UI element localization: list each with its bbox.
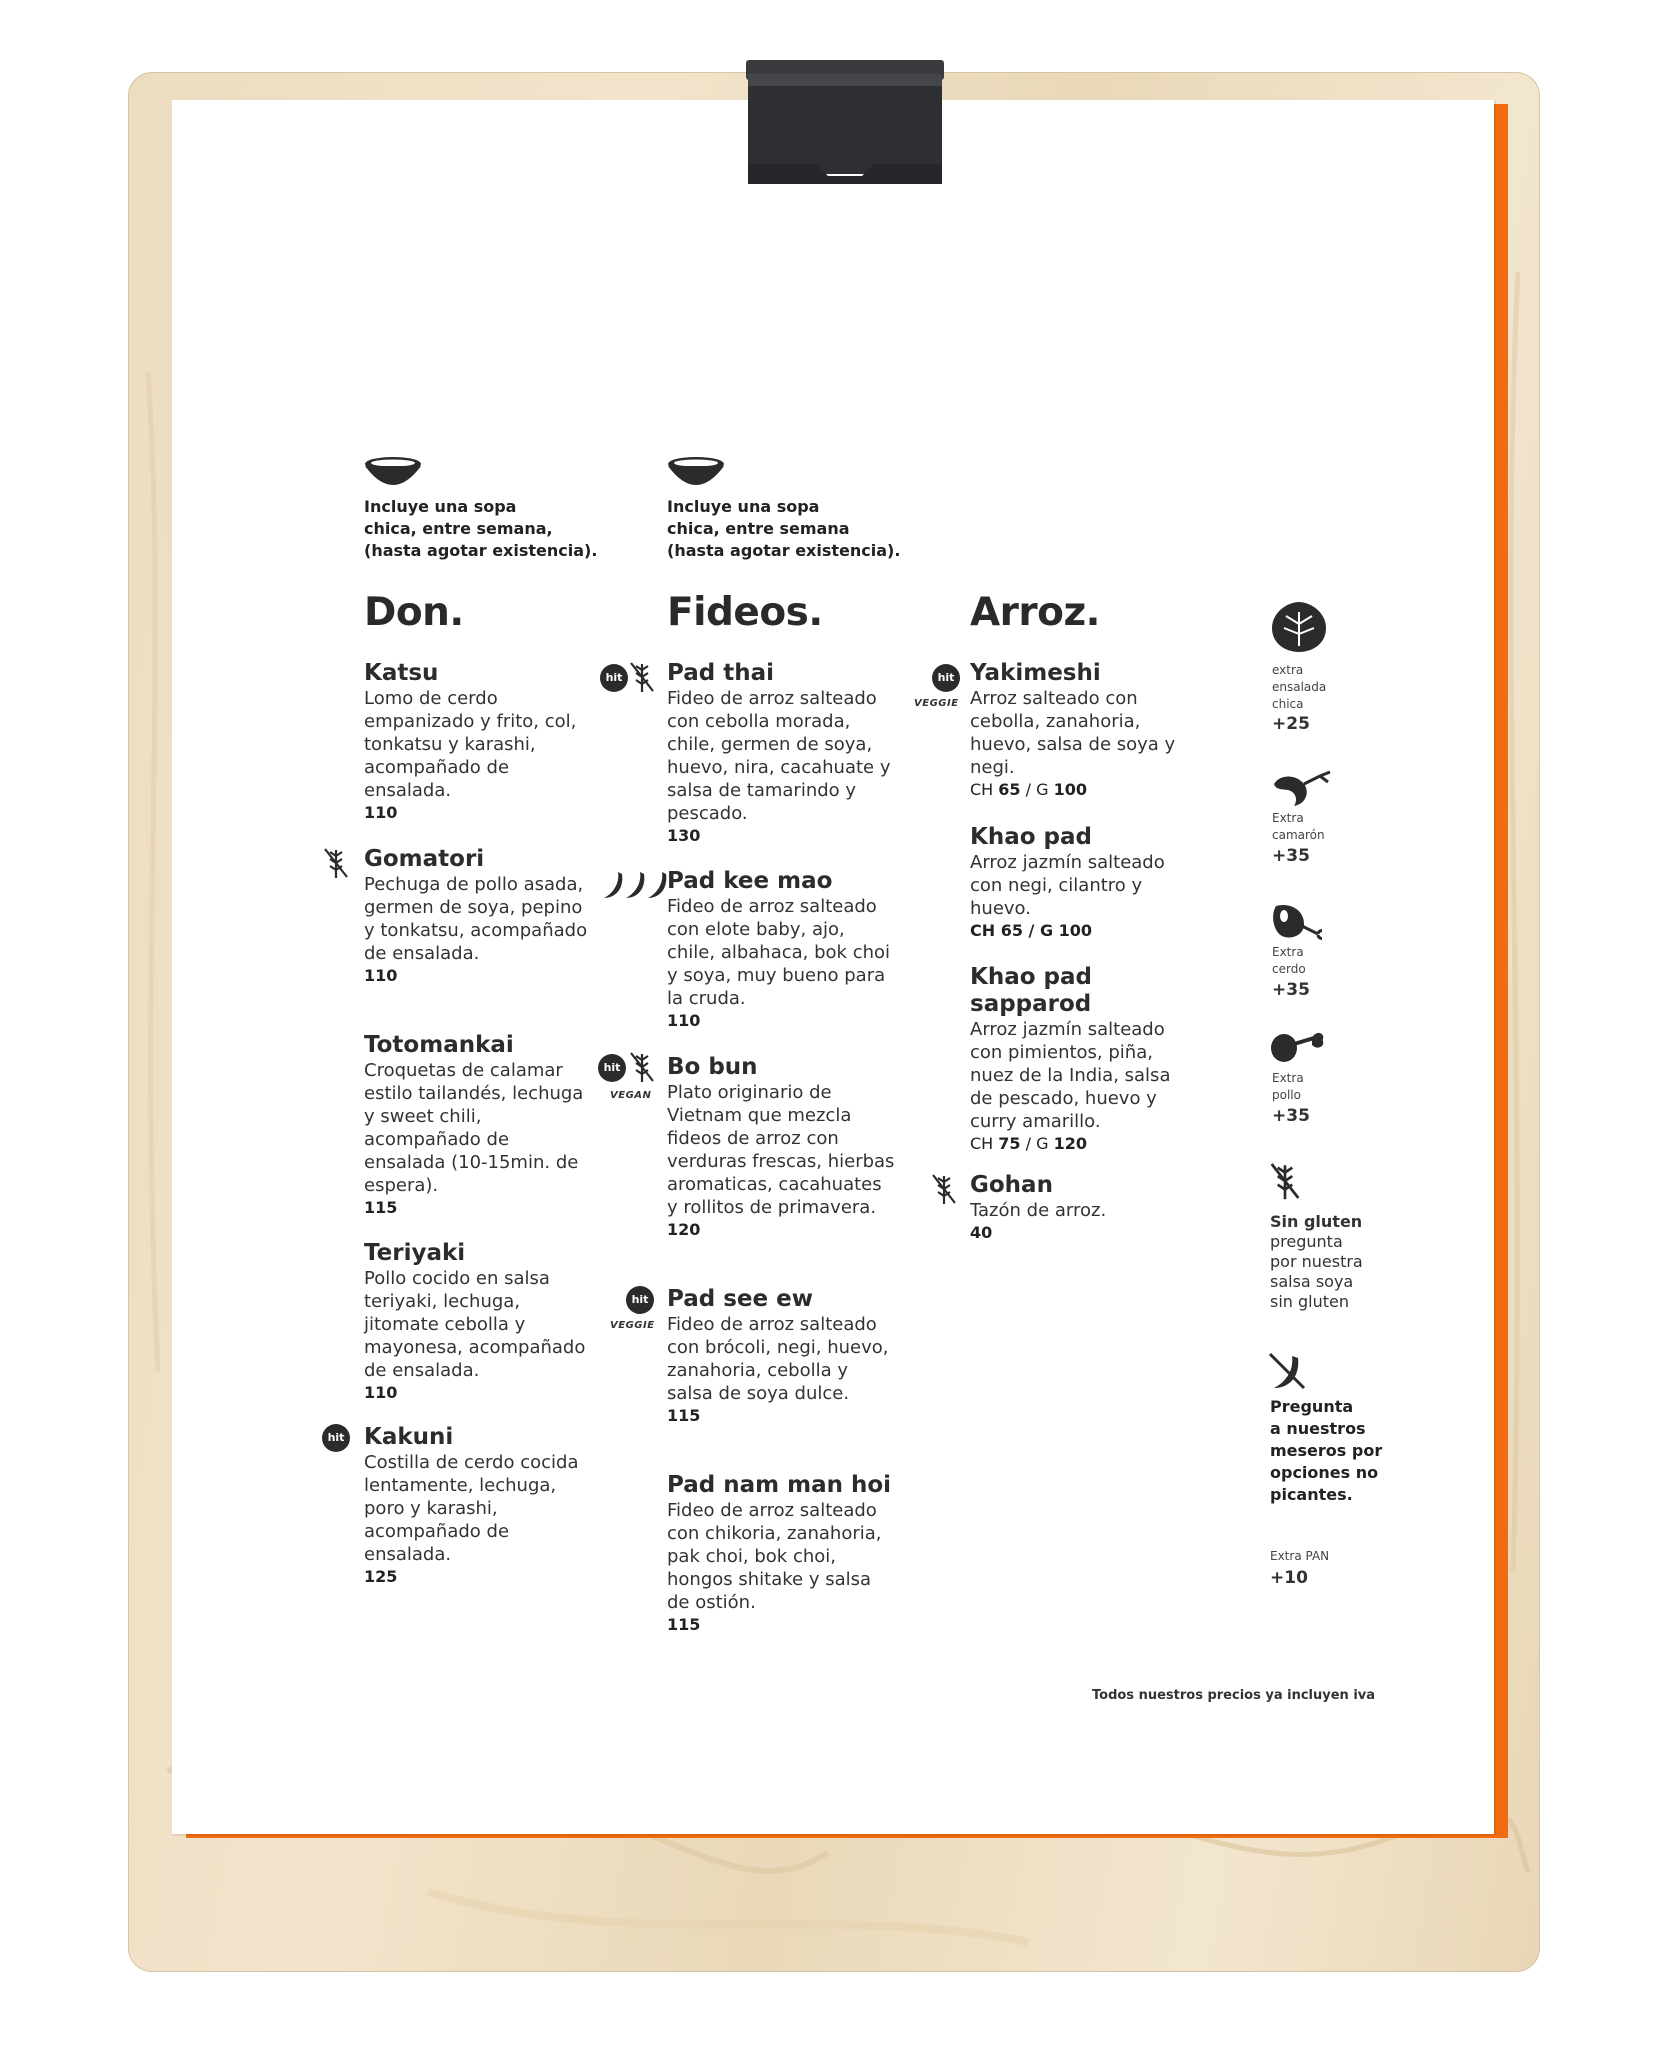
extra-cerdo-price: +35 xyxy=(1272,980,1310,1000)
menu-item-teriyaki: Teriyaki Pollo cocido en salsa teriyaki, lechuga, jitomate cebolla y mayonesa, acompañado de ensalada. 110 xyxy=(364,1240,586,1402)
vegan-tag: VEGAN xyxy=(610,1090,652,1101)
section-title-fideos: Fideos. xyxy=(667,590,823,635)
soup-note-don: Incluye una sopa chica, entre semana, (hasta agotar existencia). xyxy=(364,497,598,560)
menu-item-gomatori: Gomatori Pechuga de pollo asada, germen de soya, pepino y tonkatsu, acompañado de ensalada. 110 xyxy=(364,846,588,985)
binder-clip xyxy=(746,60,944,184)
ham-icon xyxy=(1270,902,1322,942)
gluten-free-icon xyxy=(628,660,656,694)
lettuce-icon xyxy=(1270,600,1328,654)
hit-badge: hit xyxy=(626,1286,654,1314)
menu-item-yakimeshi: Yakimeshi Arroz salteado con cebolla, zanahoria, huevo, salsa de soya y negi. CH 65 / G 100 xyxy=(970,660,1176,799)
hit-badge: hit xyxy=(598,1054,626,1082)
extra-pan-price: +10 xyxy=(1270,1568,1308,1588)
menu-item-pad-kee-mao: Pad kee mao Fideo de arroz salteado con elote baby, ajo, chile, albahaca, bok choi y soya, muy bueno para la cruda. 110 xyxy=(667,868,891,1030)
gluten-free-icon xyxy=(628,1050,656,1084)
chili-peppers-icon xyxy=(600,868,670,900)
tax-footer-note: Todos nuestros precios ya incluyen iva xyxy=(1092,1688,1376,1703)
veggie-tag: VEGGIE xyxy=(914,698,959,709)
gluten-free-icon xyxy=(1268,1160,1302,1202)
menu-item-khao-pad: Khao pad Arroz jazmín salteado con negi, cilantro y huevo. CH 65 / G 100 xyxy=(970,824,1165,940)
section-title-don: Don. xyxy=(364,590,464,635)
hit-badge: hit xyxy=(932,664,960,692)
gluten-free-note: Sin gluten pregunta por nuestra salsa soya sin gluten xyxy=(1270,1212,1363,1311)
extra-camaron-label: Extra camarón xyxy=(1272,811,1325,842)
menu-item-bo-bun: Bo bun Plato originario de Vietnam que mezcla fideos de arroz con verduras frescas, hierbas aromaticas, cacahuates y rollitos de primavera. 120 xyxy=(667,1054,895,1239)
extra-camaron-price: +35 xyxy=(1272,846,1310,866)
spicy-note: Pregunta a nuestros meseros por opciones no picantes. xyxy=(1270,1397,1383,1504)
menu-item-katsu: Katsu Lomo de cerdo empanizado y frito, col, tonkatsu y karashi, acompañado de ensalada. 110 xyxy=(364,660,577,822)
extra-ensalada-label: extra ensalada chica xyxy=(1272,663,1327,711)
extra-ensalada-price: +25 xyxy=(1272,714,1310,734)
hit-badge: hit xyxy=(322,1424,350,1452)
section-title-arroz: Arroz. xyxy=(970,590,1100,635)
menu-item-khao-pad-sapparod: Khao pad sapparod Arroz jazmín salteado con pimientos, piña, nuez de la India, salsa de pescado, huevo y curry amarillo. CH 75 / G 120 xyxy=(970,964,1171,1153)
extra-pollo-price: +35 xyxy=(1272,1106,1310,1126)
gluten-free-icon xyxy=(930,1172,958,1206)
gluten-free-icon xyxy=(322,846,350,880)
veggie-tag: VEGGIE xyxy=(610,1320,655,1331)
soup-note-fideos: Incluye una sopa chica, entre semana (hasta agotar existencia). xyxy=(667,497,901,560)
chicken-leg-icon xyxy=(1270,1030,1324,1068)
hit-badge: hit xyxy=(600,664,628,692)
extra-cerdo-label: Extra cerdo xyxy=(1272,945,1306,976)
no-spicy-icon xyxy=(1266,1350,1308,1392)
menu-item-kakuni: Kakuni Costilla de cerdo cocida lentamente, lechuga, poro y karashi, acompañado de ensalada. 125 xyxy=(364,1424,579,1586)
menu-item-pad-nam-man-hoi: Pad nam man hoi Fideo de arroz salteado con chikoria, zanahoria, pak choi, bok choi, hongos shitake y salsa de ostión. 115 xyxy=(667,1472,892,1634)
menu-item-gohan: Gohan Tazón de arroz. 40 xyxy=(970,1172,1107,1242)
shrimp-icon xyxy=(1270,770,1332,810)
menu-item-totomankai: Totomankai Croquetas de calamar estilo tailandés, lechuga y sweet chili, acompañado de ensalada (10-15min. de espera). 115 xyxy=(364,1032,584,1217)
menu-item-pad-see-ew: Pad see ew Fideo de arroz salteado con brócoli, negi, huevo, zanahoria, cebolla y salsa de soya dulce. 115 xyxy=(667,1286,889,1425)
extra-pan-label: Extra PAN xyxy=(1270,1549,1330,1563)
menu-item-pad-thai: Pad thai Fideo de arroz salteado con cebolla morada, chile, germen de soya, huevo, nira, cacahuate y salsa de tamarindo y pescado. 130 xyxy=(667,660,891,845)
soup-bowl-icon xyxy=(364,456,422,494)
extra-pollo-label: Extra pollo xyxy=(1272,1071,1304,1102)
soup-bowl-icon xyxy=(667,456,725,494)
